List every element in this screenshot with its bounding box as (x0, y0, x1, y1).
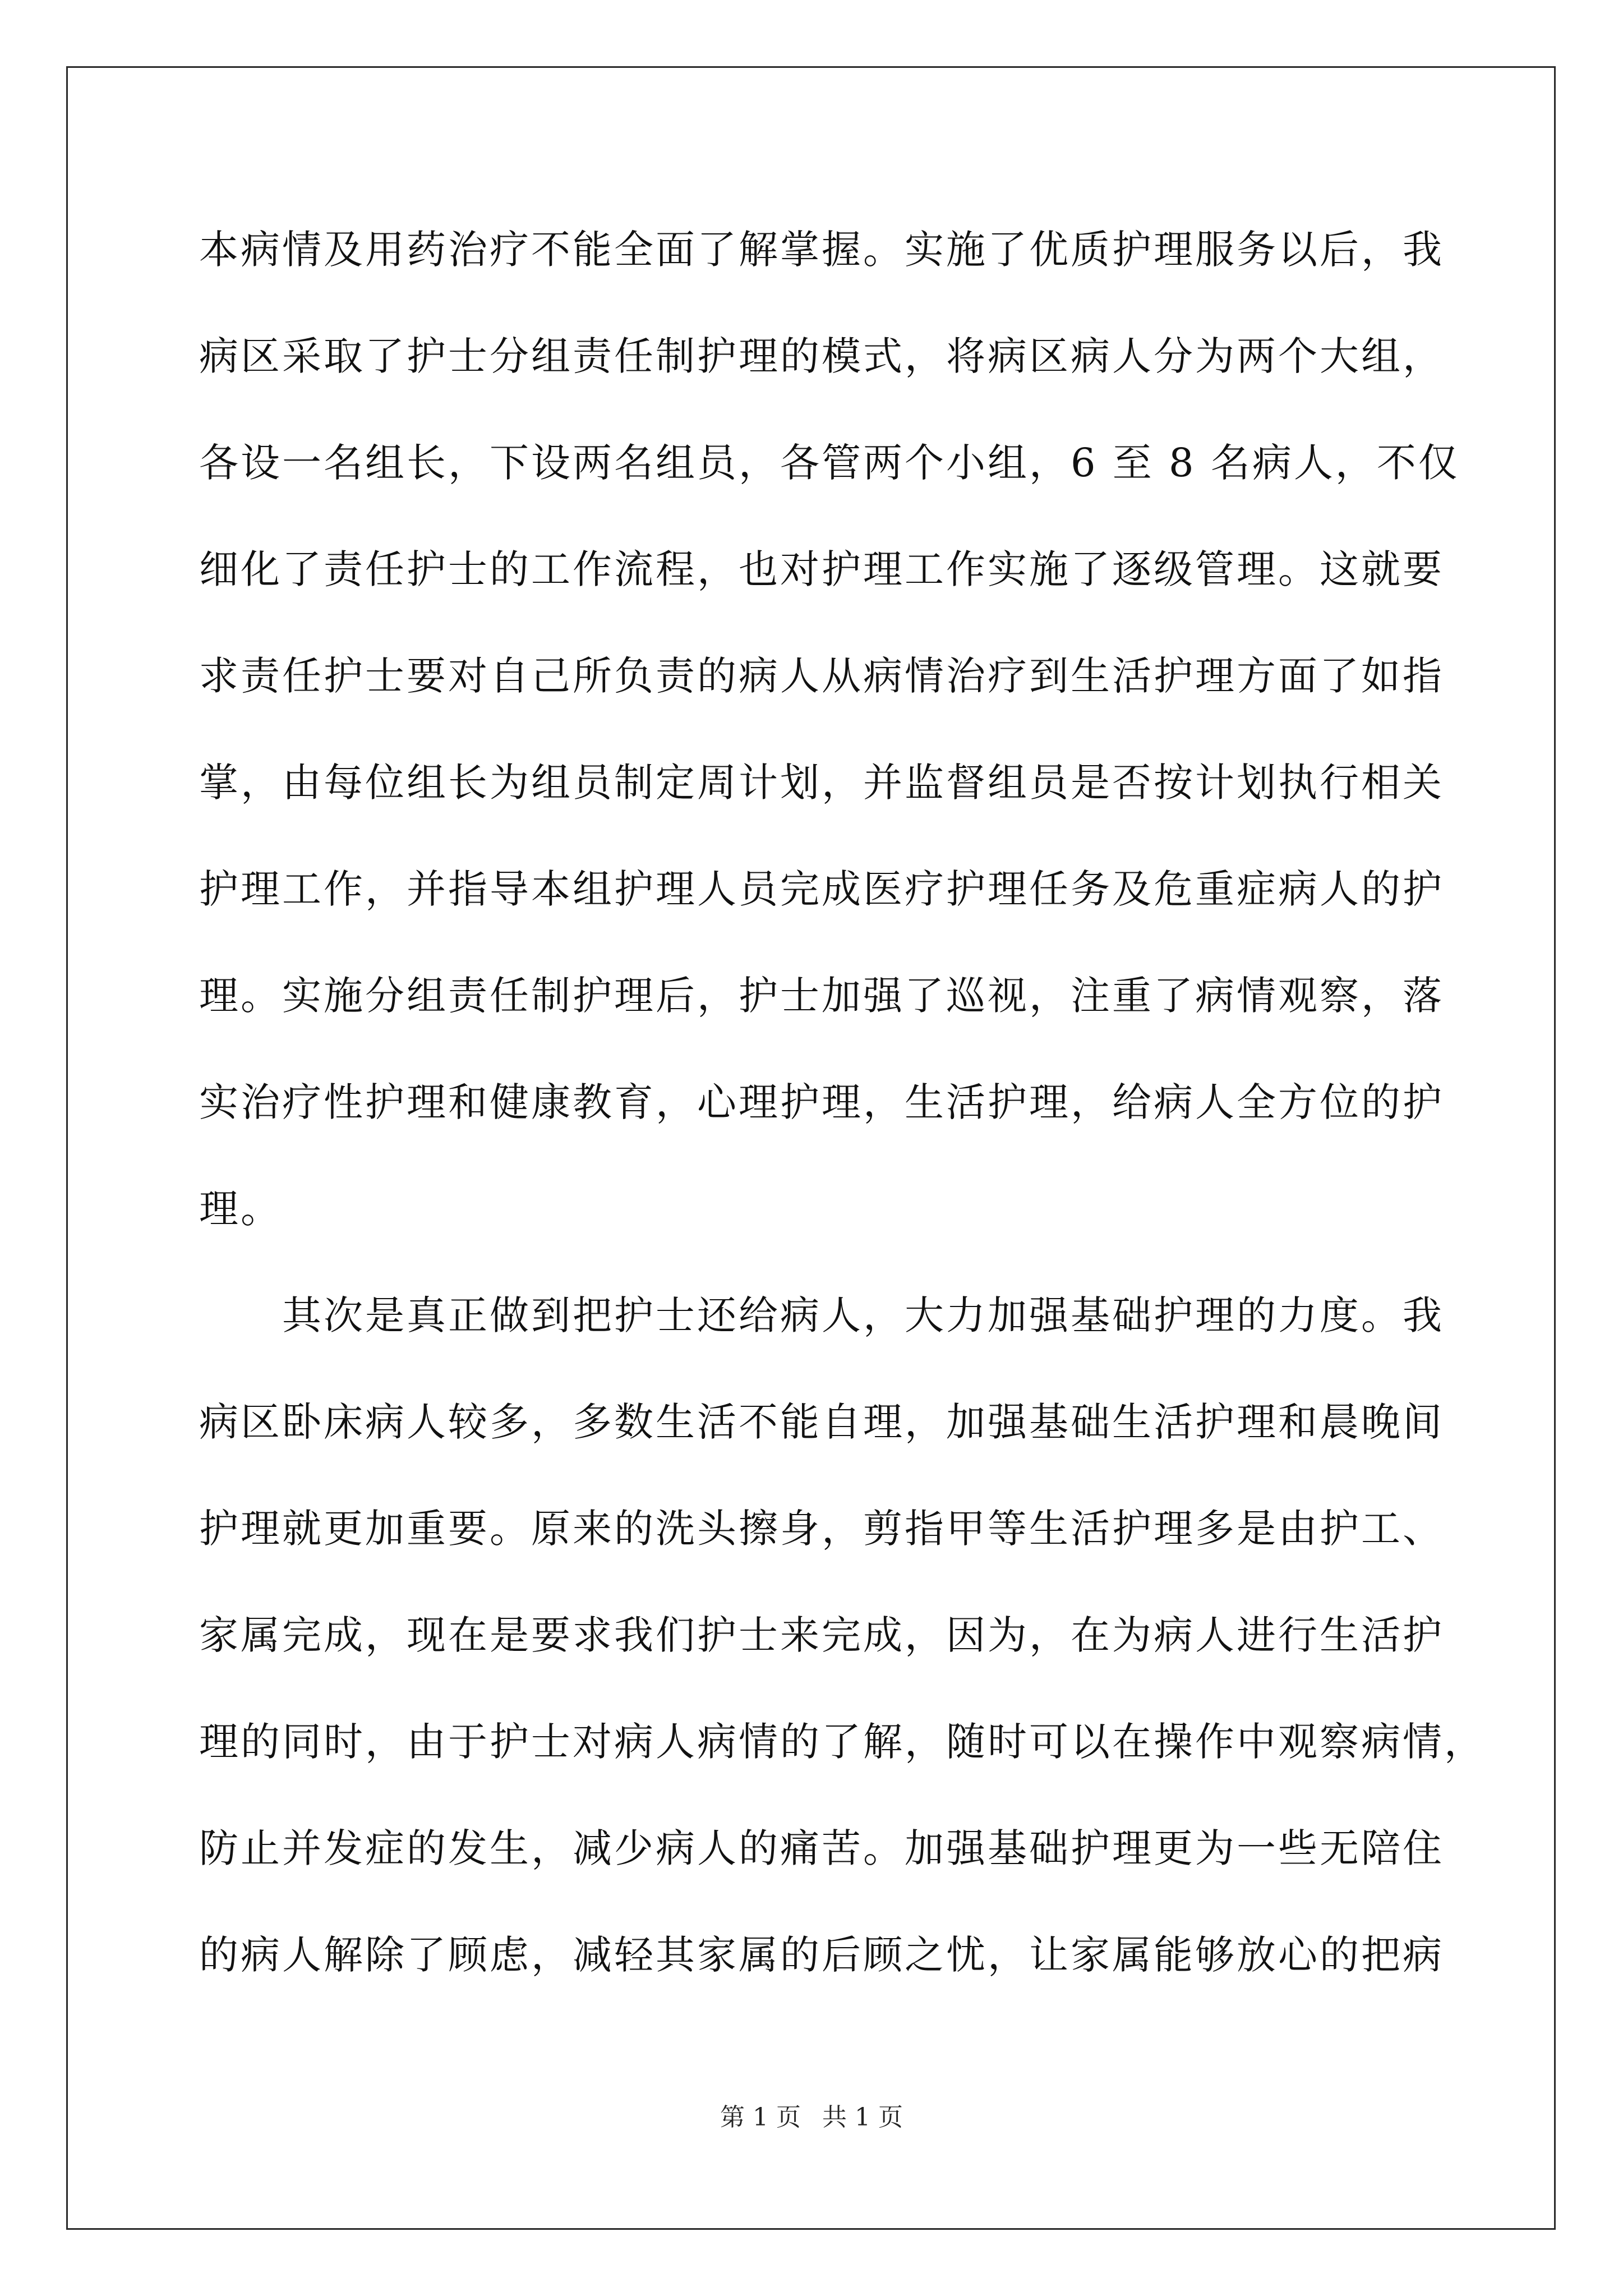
text-line: 理。 (199, 1186, 282, 1232)
text-line: 细化了责任护士的工作流程，也对护理工作实施了逐级管理。这就要 (199, 546, 1444, 592)
page-total: 共 1 页 (822, 2103, 903, 2132)
text-line: 病区采取了护士分组责任制护理的模式，将病区病人分为两个大组， (199, 333, 1444, 379)
text-line: 其次是真正做到把护士还给病人，大力加强基础护理的力度。我 (282, 1292, 1444, 1338)
page-border (66, 66, 1556, 2230)
text-line: 实治疗性护理和健康教育，心理护理，生活护理，给病人全方位的护 (199, 1079, 1444, 1125)
text-line: 各设一名组长，下设两名组员，各管两个小组，6 至 8 名病人，不仅 (199, 440, 1460, 486)
text-line: 求责任护士要对自己所负责的病人从病情治疗到生活护理方面了如指 (199, 653, 1444, 699)
text-line: 护理就更加重要。原来的洗头擦身，剪指甲等生活护理多是由护工、 (199, 1506, 1444, 1552)
text-line: 的病人解除了顾虑，减轻其家属的后顾之忧，让家属能够放心的把病 (199, 1932, 1444, 1978)
page-footer (0, 2101, 1623, 2134)
text-line: 理。实施分组责任制护理后，护士加强了巡视，注重了病情观察，落 (199, 973, 1444, 1019)
text-line: 理的同时，由于护士对病人病情的了解，随时可以在操作中观察病情， (199, 1719, 1486, 1765)
text-line: 掌，由每位组长为组员制定周计划，并监督组员是否按计划执行相关 (199, 760, 1444, 806)
page-number: 第 1 页 (720, 2103, 801, 2132)
text-line: 病区卧床病人较多，多数生活不能自理，加强基础生活护理和晨晚间 (199, 1399, 1444, 1445)
text-line: 本病情及用药治疗不能全面了解掌握。实施了优质护理服务以后，我 (199, 227, 1444, 273)
text-line: 家属完成，现在是要求我们护士来完成，因为，在为病人进行生活护 (199, 1612, 1444, 1658)
text-line: 防止并发症的发生，减少病人的痛苦。加强基础护理更为一些无陪住 (199, 1825, 1444, 1871)
text-line: 护理工作，并指导本组护理人员完成医疗护理任务及危重症病人的护 (199, 866, 1444, 912)
